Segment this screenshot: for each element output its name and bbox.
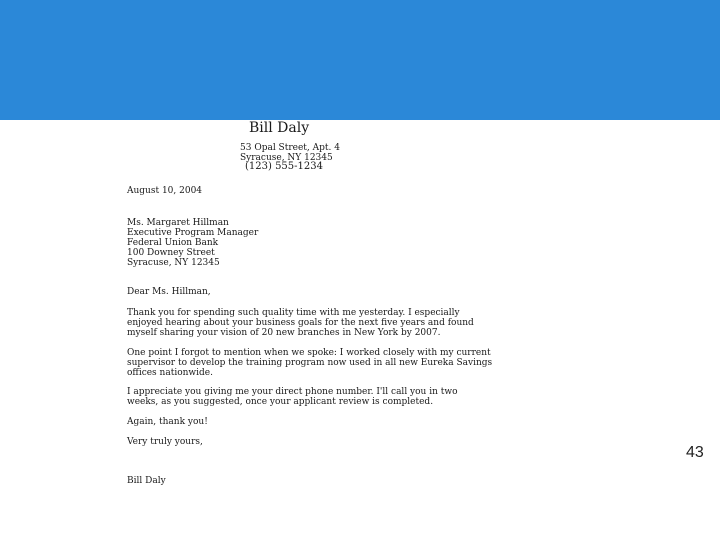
sender-address-line1: 53 Opal Street, Apt. 4 [240, 143, 340, 153]
recipient-line: Ms. Margaret Hillman [127, 218, 229, 228]
body-paragraph-1-line: myself sharing your vision of 20 new branches in New York by 2007. [127, 328, 441, 338]
recipient-line: Syracuse, NY 12345 [127, 258, 220, 268]
page-number: 43 [686, 444, 704, 461]
body-paragraph-2-line: supervisor to develop the training program now used in all new Eureka Savings [127, 358, 493, 368]
body-paragraph-2-line: offices nationwide. [127, 368, 213, 378]
body-paragraph-3-line: weeks, as you suggested, once your applicant review is completed. [127, 397, 434, 407]
closing: Very truly yours, [127, 437, 203, 447]
sender-phone: (123) 555-1234 [245, 161, 323, 172]
body-paragraph-3-line: I appreciate you giving me your direct phone number. I'll call you in two [127, 387, 458, 397]
salutation: Dear Ms. Hillman, [127, 287, 211, 297]
recipient-line: 100 Downey Street [127, 248, 215, 258]
recipient-line: Federal Union Bank [127, 238, 219, 248]
body-paragraph-4: Again, thank you! [127, 417, 208, 427]
signature: Bill Daly [127, 476, 166, 486]
body-paragraph-1-line: enjoyed hearing about your business goals for the next five years and found [127, 318, 474, 328]
sender-address-line2: Syracuse, NY 12345 [240, 153, 333, 163]
letter-date: August 10, 2004 [127, 186, 203, 196]
recipient-line: Executive Program Manager [127, 228, 259, 238]
body-paragraph-1-line: Thank you for spending such quality time with me yesterday. I especially [127, 308, 460, 318]
sender-name: Bill Daly [249, 120, 310, 136]
body-paragraph-2-line: One point I forgot to mention when we spoke: I worked closely with my current [127, 348, 491, 358]
